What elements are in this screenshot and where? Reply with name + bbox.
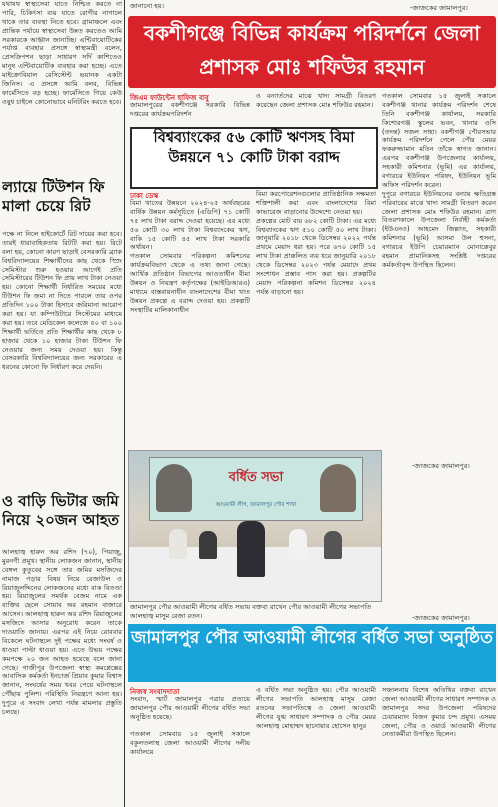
- top-strip-credit: -জাজকের জামালপুর।: [410, 4, 468, 12]
- column-divider: [124, 0, 125, 807]
- story-bottom-col3: সঞ্চালনায় বিশেষ অতিথির বক্তব্য রাখেন জেলা আওয়ামী লীগের সাধারণ সম্পাদক ও জামালপুর সদর উপজেলা পরিষদের চেয়ারম্যান বিজন কুমার চন্দ প্রমুখ। এসময় জেলা, পৌর ও ওয়ার্ড আওয়ামী লীগের নেতাকর্মীরা উপস্থিত ছিলেন।: [382, 686, 496, 739]
- attendee-figure: [289, 529, 307, 559]
- left-headline-1: ল্যায়ে টিউশন ফি মালা চেয়ে রিট: [2, 178, 105, 215]
- story-top-headline: বকশীগঞ্জে বিভিন্ন কার্যক্রম পরিদর্শনে জেলা প্রশাসক মোঃ শফিউর রহমান: [128, 16, 496, 88]
- meeting-photo: [128, 450, 382, 602]
- world-bank-headline: বিশ্বব্যাংকের ৫৬ কোটি ঋণসহ বিমা উন্নয়নে ৭১ কোটি টাকা বরাদ্দ: [130, 127, 378, 189]
- portrait-left: [156, 464, 192, 512]
- banner-subtitle: আওয়ামী লীগ, জামালপুর পৌর শাখা: [215, 502, 297, 508]
- banner-title: বর্ধিত সভা: [228, 470, 284, 485]
- story-bottom-col2: এ বর্ধিত সভা অনুষ্ঠিত হয়। পৌর আওয়ামী লীগের সভাপতি আলহাজ্ব মাসুম রেজা রতনের সভাপতিত্বে ও জেলা আওয়ামী লীগের যুগ্ম সাধারণ সম্পাদক ও পৌর মেয়র আলহাজ্ব মোহাম্মদ ছানোয়ার হোসেন ছানুর: [256, 686, 376, 730]
- photo-credit: -জাজকের জামালপুর।: [412, 614, 470, 622]
- portrait-right: [320, 464, 356, 512]
- story-bottom-headline: জামালপুর পৌর আওয়ামী লীগের বর্ধিত সভা অনুষ্ঠিত: [128, 624, 496, 682]
- attendee-figure: [169, 529, 187, 559]
- story-bottom-col1-top: সংবাদ, স্মার্ট জামালপুর পত্রার প্রত্যয়ে জামালপুর পৌর আওয়ামী লীগের বর্ধিত সভা অনুষ্ঠিত হয়েছে।: [130, 695, 250, 721]
- story-top-byline: জিএম ফাউন্টেন হাফিজ বাবু: [130, 94, 209, 102]
- stage-banner: [149, 457, 363, 521]
- speaker-figure: [237, 521, 265, 577]
- world-bank-col2: বিমা করপোরেশনগুলোর প্রাতিষ্ঠানিক সক্ষমতা শক্তিশালী করা এবং বাংলাদেশের বিমা কাভারেজ বাড়ানোর উদ্দেশ্যে নেওয়া হয়। প্রকল্পের মোট ব্যয় ৬৮২ কোটি টাকা। এর মধ্যে বিশ্বব্যাংকের ঋণ ৫১০ কোটি ৫০ লাখ টাকা। জানুয়ারি ২০১৮ থেকে ডিসেম্বর ২০২২ পর্যন্ত প্রথমে মেয়াদ ধরা হয়। পরে ৬৭০ কোটি ১৫ লাখ টাকা প্রাক্কলিত ব্যয় ধরে জানুয়ারি ২০১৮ থেকে ডিসেম্বর ২০২৩ পর্যন্ত মেয়াদে প্রথম সংশোধন প্রস্তাব পাস করা হয়। প্রকল্পটির মেয়াদ পরিকল্পনা কমিশন ডিসেম্বর ২০২৪ পর্যন্ত বাড়ানো হয়।: [256, 190, 376, 296]
- left-story-1: পক্ষে না নিলে হাইকোর্টে রিট দায়ের করা হবে। তারই ধারাবাহিকতায় রিটটি করা হয়। রিটে বলা হয়, কোনো কারণ ছাড়াই বেসরকারি ব্র্যাক বিশ্ববিদ্যালয়ের শিক্ষার্থীদের কাছ থেকে স্প্রিং সেমিস্টার শুরু হওয়ার আগেই প্রতি সেমিস্টারের টিউশন ফি প্রায় লাখ টাকা নেওয়া হয়। কোনো শিক্ষার্থী নির্ধারিত সময়ের মধ্যে টিউশন ফি জমা না দিতে পারলে তার ওপর প্রতিদিন ১০০ টাকা হিসাবে জরিমানা আরোপ করা হয়। যা কম্পিউটারে সিস্টেমের মাধ্যমে করা হয়। তবে মেডিকেল কলেজে ৫০ বা ১০০ শিক্ষার্থী ভর্তিতে প্রতি শিক্ষার্থীর কাছ থেকে ৮ হাজার থেকে ১০ হাজার টাকা টিউশন ফি নেওয়ার জন্য সময় দেওয়া হয়। কিন্তু বেসরকারি বিশ্ববিদ্যালয়ের জন্য সরকারের এ ধরনের কোনো ফি নির্ধারণ করে দেয়নি।: [2, 230, 122, 372]
- story-bottom-byline: নিজস্ব সংবাদদাতা: [130, 688, 180, 696]
- left-story-2: আলহাজ্ব হারুন অর রশিদ (৭০), পিয়াজু, মুরনগী প্রমুখ। স্থানীয় লোকজন জানান, স্থানীয় বেঙ্গল কুতুবের সঙ্গে তার জমির মসজিদের নামাজ পড়ার বিষয় নিয়ে রেজাউল ও রিয়াজুলদ্দিনের লোকজনের মধ্যে বাক বিতণ্ডা হয়। রিয়াজুলের সমর্থক বেজম নামে এক ব্যক্তির ছেলে সোয়াব অর রহমান বাজারে আসেন। আলহাজ্ব হারুন অর রশিদ রিয়াজুলের মসজিদে আসার অনুরোধ করেন তাকে দাওয়াতি জানায়। এরপর এই নিয়ে রোববার বিকেলে ঘটনাস্থলে দুই পক্ষের মধ্যে সংঘর্ষ ও ধাওয়া পাল্টা ধাওয়া হয়। এতে উভয় পক্ষের কমপক্ষে ২০ জন আহত হয়েছে বলে জানা গেছে। গাজীপুর উপজেলা স্বাস্থ্য কমপ্লেক্সের আবাসিক কর্মকর্তা ইনচার্জ প্রিয়াব কুমার বিশ্বাস জানান, সংঘর্ষের সময় খবর পেয়ে ঘটনাস্থলে পৌঁছায় পুলিশ। পরিস্থিতি নিয়ন্ত্রণে আনা হয়। দুপুরে এ সংবাদ লেখা পর্যন্ত মামলার প্রস্তুতি চলছে।: [2, 548, 122, 717]
- attendee-figure: [324, 531, 342, 559]
- story-top-credit: -জাজকের জামালপুর।: [412, 462, 470, 470]
- photo-caption: জামালপুর পৌর আওয়ামী লীগের বর্ধিত সভায় বক্তব্য রাখেন পৌর আওয়ামী লীগের সভাপতি আলহাজ্ব মাসুম রেজা রতন।: [130, 603, 372, 620]
- world-bank-byline: ঢাকা ডেস্ক: [130, 192, 159, 200]
- story-top-col2: ও বন্যার্তদের মাঝে খাদ্য সামগ্রী বিতরণ করেছেন জেলা প্রশাসক মোঃ শফিউর রহমান।: [256, 92, 376, 109]
- attendee-figure: [199, 531, 217, 559]
- left-headline-2: ও বাড়ি ভিটার জমি নিয়ে ২০জন আহত: [2, 492, 120, 529]
- story-bottom-col1: গতকাল সোমবার ১৫ জুলাই সকালে বকুলতলাস্থ জেলা আওয়ামী লীগের দলীয় কার্যালয়ে: [130, 730, 250, 756]
- story-top-col1: জামালপুরের বকশীগঞ্জে সরকারি বিভিন্ন দপ্তরের কার্যক্রমপরিদর্শন: [130, 101, 250, 118]
- top-strip-text: জানানো হয়।: [130, 2, 164, 10]
- world-bank-col1: বিমা খাতের উন্নয়নে ২০২৪-২৫ অর্থবছরের বার্ষিক উন্নয়ন কর্মসূচিতে (এডিপি) ৭১ কোটি ৭৫ লাখ টাকা বরাদ্দ দেওয়া হয়েছে। এর মধ্যে ৫৬ কোটি ৩০ লাখ টাকা বিশ্বব্যাংকের ঋণ, বাকি ১৫ কোটি ৪৫ লাখ টাকা সরকারি অর্থায়ন। গতকাল সোমবার পরিকল্পনা কমিশনের কার্যক্রমবিভাগ থেকে এ তথ্য জানা গেছে। আর্থিক প্রতিষ্ঠান বিভাগের আওতাধীন বীমা উন্নয়ন ও নিয়ন্ত্রণ কর্তৃপক্ষের (আইডিআরএ) মাধ্যমে বাস্তবায়নাধীন বাংলাদেশের বীমা খাত উন্নয়ন প্রকল্পে এ বরাদ্দ দেওয়া হয়। প্রকল্পটি সংস্থাটির মালিকানাধীন: [130, 199, 250, 314]
- left-intro-text: যথাযথ স্বাস্থ্যসেবা যাতে নিশ্চিত করতে না পারি, চিকিৎসা ব্যয় যাতে রোগীর নাগালে থাকে তার ব্যবস্থা নিতে হবে। গ্রামাঞ্চলে এবং প্রান্তিক পর্যায়ে স্বাস্থ্যসেবা উন্নত করতেও আমি সরকারকে আহ্বান জানাচ্ছি। এন্টিবায়োটিকের পর্যাপ্ত ব্যবহার প্রসঙ্গে স্বাস্থ্যমন্ত্রী বলেন, প্রেসক্রিপশন ছাড়া সাধারণ সর্দি কাশিতেও মানুষ এন্টিবায়োটিক ব্যবহার করা হচ্ছে। এতে মাইক্রোবিয়াল রেসিস্টেন্ট ভয়ানক একটা জিনিস। এ প্রসঙ্গে আমি বলব, বিভিন্ন ফার্মেসিতে বড় হচ্ছে। ফার্মেসিতে গিয়ে কেউ ওষুধ চাইলে কোনোভাবে মনিটরিং করতে হবে।: [2, 0, 122, 106]
- story-top-col3: গতকাল সোমবার ১৫ জুলাই সকালে বকশীগঞ্জ থানার কার্যক্রম পরিদর্শন শেষে তিনি বকশীগঞ্জ কার্যালয়, সরকারি কিশোরগঞ্জ স্কুলের ভবন, খানার ওসি (তদন্ত) সজল সাহা। বকশীগঞ্জ পৌরসভার কার্যক্রম পরিদর্শনে গেলে পৌর মেয়র ফকরুজ্জামান মতিন তাঁকে স্বাগত জানান। এরপর বকশীগঞ্জ উপজেলার কার্যালয়, সহকারী কমিশনার (ভূমি) এর কার্যালয়, বগারচর ইউনিয়ন পরিষদ, ইউনিয়ন ভূমি অফিস পরিদর্শন করেন। দুপুরে বগারচর ইউনিয়নের বন্যায় ক্ষতিগ্রস্ত পরিবারের মাঝে খাদ্য সামগ্রী বিতরণ করেন জেলা প্রশাসক মোঃ শফিউর রহমান। ত্রাণ বিতরণকালে উপজেলা নির্বাহী কর্মকর্তা (ইউএনও) আহমেদ জিল্লাত, সহকারী কমিশনার (ভূমি) আসমা উল হুসনা, বগারচর ইউপি চেয়ারম্যান মোনাক্কেবুর রহমান প্রামানিকসহ সংশ্লিষ্ট দপ্তরের কর্মকর্তাবৃন্দ উপস্থিত ছিলেন।: [382, 92, 496, 269]
